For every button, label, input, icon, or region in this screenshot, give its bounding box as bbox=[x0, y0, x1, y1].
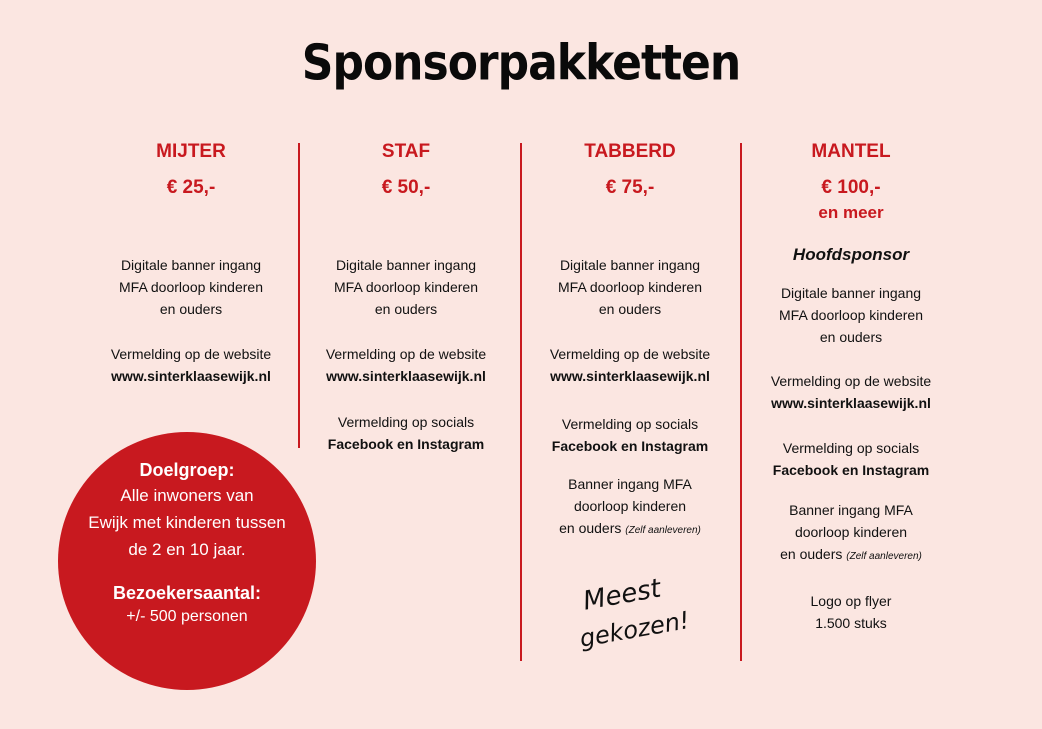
target-heading: Doelgroep: bbox=[139, 460, 235, 480]
banner-line: MFA doorloop kinderen bbox=[558, 279, 702, 295]
website-url: www.sinterklaasewijk.nl bbox=[326, 368, 486, 384]
website-label: Vermelding op de website bbox=[549, 346, 711, 362]
website-label: Vermelding op de website bbox=[325, 346, 487, 362]
package-mantel bbox=[750, 140, 952, 634]
banner-line: en ouders bbox=[598, 301, 662, 317]
target-line: Alle inwoners van bbox=[120, 486, 254, 505]
socials-label: Vermelding op socials bbox=[561, 416, 699, 432]
visitors-value: +/- 500 personen bbox=[126, 608, 248, 625]
website-url: www.sinterklaasewijk.nl bbox=[550, 368, 710, 384]
most-chosen-badge bbox=[570, 572, 700, 662]
socials-value: Facebook en Instagram bbox=[327, 436, 485, 452]
mfa-note: (Zelf aanleveren) bbox=[625, 525, 701, 536]
package-name: MIJTER bbox=[156, 141, 226, 162]
mfa-banner-line: en ouders (Zelf aanleveren) bbox=[780, 546, 922, 562]
visitors-heading: Bezoekersaantal: bbox=[112, 583, 262, 603]
badge-line: Meest bbox=[580, 573, 664, 617]
package-mijter bbox=[90, 140, 292, 387]
package-name: STAF bbox=[381, 141, 431, 162]
website-label: Vermelding op de website bbox=[110, 346, 272, 362]
package-price: € 25,- bbox=[166, 177, 216, 198]
mfa-note: (Zelf aanleveren) bbox=[846, 551, 922, 562]
banner-line: Digitale banner ingang bbox=[335, 257, 477, 273]
package-staf bbox=[305, 140, 507, 455]
socials-value: Facebook en Instagram bbox=[772, 462, 930, 478]
banner-line: Digitale banner ingang bbox=[120, 257, 262, 273]
badge-line: gekozen! bbox=[577, 606, 692, 653]
socials-label: Vermelding op socials bbox=[782, 440, 920, 456]
banner-line: en ouders bbox=[374, 301, 438, 317]
website-url: www.sinterklaasewijk.nl bbox=[111, 368, 271, 384]
socials-label: Vermelding op socials bbox=[337, 414, 475, 430]
package-name: MANTEL bbox=[811, 141, 891, 162]
banner-line: Digitale banner ingang bbox=[559, 257, 701, 273]
package-price: € 75,- bbox=[605, 177, 655, 198]
flyer-line: Logo op flyer bbox=[810, 593, 892, 609]
main-sponsor-label: Hoofdsponsor bbox=[792, 245, 910, 264]
mfa-banner-line: doorloop kinderen bbox=[573, 498, 687, 514]
page-title: Sponsorpakketten bbox=[301, 34, 741, 93]
package-price: € 50,- bbox=[381, 177, 431, 198]
banner-line: Digitale banner ingang bbox=[780, 285, 922, 301]
socials-value: Facebook en Instagram bbox=[551, 438, 709, 454]
package-tabberd bbox=[528, 140, 732, 542]
divider-2 bbox=[520, 143, 522, 661]
package-name: TABBERD bbox=[584, 141, 676, 162]
divider-3 bbox=[740, 143, 742, 661]
banner-line: MFA doorloop kinderen bbox=[119, 279, 263, 295]
divider-1 bbox=[298, 143, 300, 448]
package-price-sub: en meer bbox=[818, 203, 884, 222]
mfa-banner-line: doorloop kinderen bbox=[794, 524, 908, 540]
target-group-circle bbox=[58, 432, 316, 690]
mfa-banner-line: en ouders (Zelf aanleveren) bbox=[559, 520, 701, 536]
website-url: www.sinterklaasewijk.nl bbox=[771, 395, 931, 411]
target-line: de 2 en 10 jaar. bbox=[128, 540, 246, 559]
mfa-banner-line: Banner ingang MFA bbox=[789, 502, 913, 518]
mfa-banner-line: Banner ingang MFA bbox=[568, 476, 692, 492]
website-label: Vermelding op de website bbox=[770, 373, 932, 389]
banner-line: en ouders bbox=[819, 329, 883, 345]
banner-line: MFA doorloop kinderen bbox=[334, 279, 478, 295]
package-price: € 100,- bbox=[821, 177, 881, 198]
banner-line: MFA doorloop kinderen bbox=[779, 307, 923, 323]
target-line: Ewijk met kinderen tussen bbox=[88, 513, 286, 532]
flyer-line: 1.500 stuks bbox=[815, 615, 887, 631]
banner-line: en ouders bbox=[159, 301, 223, 317]
